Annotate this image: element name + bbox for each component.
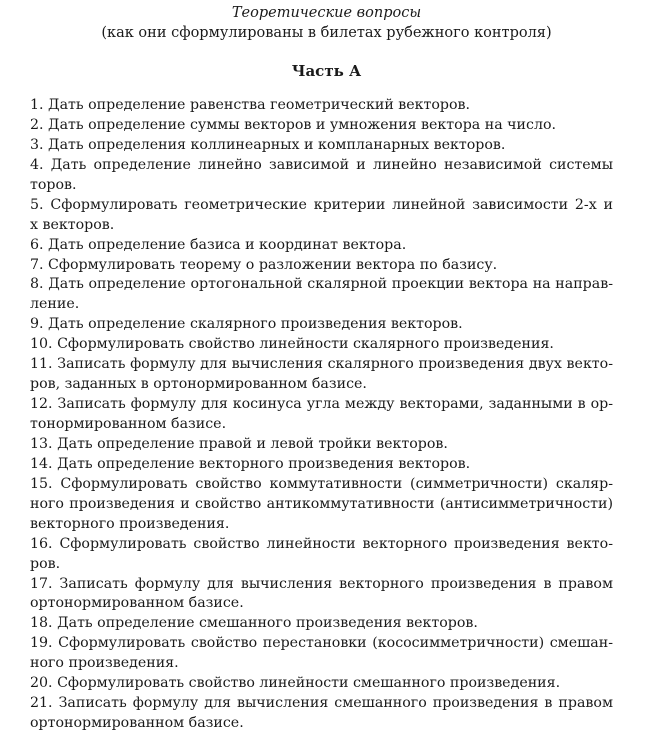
question-item (30, 275, 613, 315)
document-title: Теоретические вопросы (231, 5, 422, 21)
question-item (30, 614, 613, 634)
question-line: ного произведения и свойство антикоммутативности (антисимметричности) (30, 495, 613, 512)
question-item (30, 136, 613, 156)
section-heading: Часть А (291, 62, 362, 80)
question-line: 11. Записать формулу для вычисления скалярного произведения двух векто- (30, 356, 613, 373)
question-line: 9. Дать определение скалярного произведения векторов. (30, 316, 463, 333)
question-line: ров, заданных в ортонормированном базисе. (30, 376, 367, 393)
question-line: тонормированном базисе. (30, 416, 227, 432)
question-item (30, 335, 613, 355)
question-line: 5. Сформулировать геометрические критерии линейной зависимости 2-х и (30, 196, 613, 213)
question-item (30, 634, 613, 674)
question-line: 1. Дать определение равенства геометрический векторов. (30, 97, 471, 113)
document-subtitle: (как они сформулированы в билетах рубежного контроля) (101, 25, 552, 41)
question-line: 16. Сформулировать свойство линейности векторного произведения векто- (30, 535, 613, 552)
question-line: 17. Записать формулу для вычисления векторного произведения в правом (30, 575, 613, 592)
question-line: ортонормированном базисе. (30, 595, 244, 612)
question-line: ортонормированном базисе. (30, 715, 244, 732)
question-line: 14. Дать определение векторного произведения векторов. (30, 455, 471, 472)
question-line: 19. Сформулировать свойство перестановки (кососимметричности) смешан- (30, 635, 613, 652)
question-line: 7. Сформулировать теорему о разложении вектора по базису. (30, 256, 498, 273)
question-line: 20. Сформулировать свойство линейности смешанного произведения. (30, 675, 561, 692)
question-line: векторного произведения. (30, 515, 230, 532)
question-item (30, 196, 613, 236)
question-line: х векторов. (30, 216, 115, 233)
question-item (30, 475, 613, 535)
question-line: 6. Дать определение базиса и координат вектора. (30, 236, 407, 253)
question-item (30, 355, 613, 395)
question-line: торов. (30, 176, 77, 193)
question-item (30, 256, 613, 276)
question-item (30, 395, 613, 435)
question-line: ного произведения. (30, 655, 179, 672)
question-item (30, 236, 613, 256)
question-line: 18. Дать определение смешанного произведения векторов. (30, 615, 478, 632)
question-item (30, 315, 613, 335)
question-item (30, 575, 613, 615)
question-line: 15. Сформулировать свойство коммутативности (симметричности) скаляр- (30, 475, 613, 492)
question-line: 2. Дать определение суммы векторов и умножения вектора на число. (30, 116, 557, 133)
question-line: 13. Дать определение правой и левой тройки векторов. (30, 435, 448, 452)
question-line: 12. Записать формулу для косинуса угла между векторами, заданными в ор- (30, 396, 613, 413)
question-item (30, 156, 613, 196)
question-line: ров. (30, 555, 61, 572)
question-line: 21. Записать формулу для вычисления смешанного произведения в правом (30, 695, 613, 712)
question-item (30, 674, 613, 694)
question-item (30, 96, 613, 116)
question-item (30, 694, 613, 734)
question-item (30, 535, 613, 575)
question-line: 10. Сформулировать свойство линейности скалярного произведения. (30, 336, 554, 353)
question-item (30, 116, 613, 136)
question-line: 8. Дать определение ортогональной скалярной проекции вектора на направ- (30, 276, 613, 293)
question-line: 3. Дать определения коллинеарных и компланарных векторов. (30, 136, 506, 153)
questions-list (30, 96, 613, 734)
question-line: ление. (30, 296, 80, 313)
question-item (30, 455, 613, 475)
question-item (30, 435, 613, 455)
question-line: 4. Дать определение линейно зависимой и линейно независимой системы (30, 156, 613, 173)
